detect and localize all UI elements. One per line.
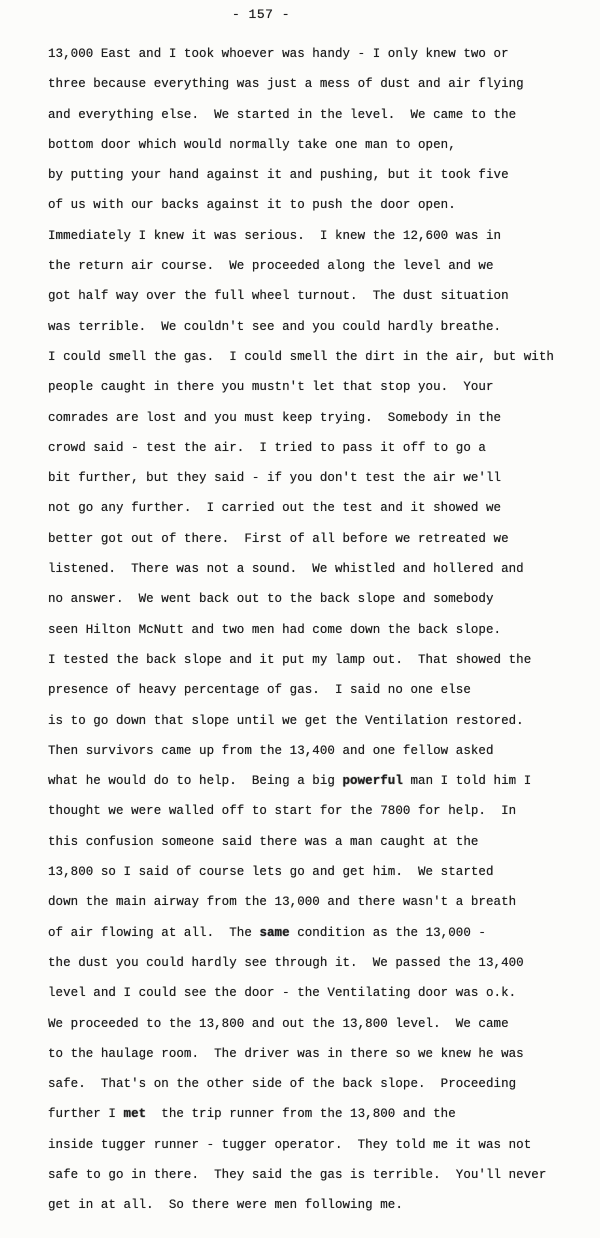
- text-line: this confusion someone said there was a man caught at the: [48, 834, 479, 849]
- text-line: inside tugger runner - tugger operator. They told me it was not: [48, 1137, 532, 1152]
- text-line: to the haulage room. The driver was in there so we knew he was: [48, 1046, 524, 1061]
- text-line: 13,000 East and I took whoever was handy - I only knew two or: [48, 47, 509, 61]
- text-line: by putting your hand against it and pushing, but it took five: [48, 168, 509, 183]
- text-line: level and I could see the door - the Ventilating door was o.k.: [48, 986, 517, 1001]
- text-line: not go any further. I carried out the test and it showed we: [48, 501, 502, 516]
- text-line: people caught in there you mustn't let that stop you. Your: [48, 380, 494, 395]
- text-line: bottom door which would normally take one man to open,: [48, 137, 456, 152]
- text-line: got half way over the full wheel turnout. The dust situation: [48, 289, 509, 304]
- page-number: - 157 -: [231, 7, 291, 22]
- text-line: crowd said - test the air. I tried to pass it off to go a: [48, 440, 486, 455]
- text-line: the dust you could hardly see through it. We passed the 13,400: [48, 955, 524, 970]
- text-line: We proceeded to the 13,800 and out the 13,800 level. We came: [48, 1016, 509, 1031]
- document-body: [48, 39, 584, 1221]
- text-line: three because everything was just a mess of dust and air flying: [48, 77, 524, 92]
- text-line: Immediately I knew it was serious. I knew the 12,600 was in: [48, 228, 502, 243]
- text-line: further I met the trip runner from the 13,800 and the: [48, 1107, 456, 1122]
- text-line: of us with our backs against it to push the door open.: [48, 198, 456, 213]
- text-line: I could smell the gas. I could smell the dirt in the air, but with: [48, 349, 554, 364]
- text-line: listened. There was not a sound. We whistled and hollered and: [48, 562, 524, 577]
- text-line: was terrible. We couldn't see and you could hardly breathe.: [48, 319, 502, 334]
- text-line: the return air course. We proceeded along the level and we: [48, 259, 494, 274]
- text-line: better got out of there. First of all before we retreated we: [48, 531, 509, 546]
- text-line: and everything else. We started in the level. We came to the: [48, 107, 517, 122]
- text-line: bit further, but they said - if you don't test the air we'll: [48, 471, 502, 486]
- text-line: safe. That's on the other side of the back slope. Proceeding: [48, 1077, 517, 1092]
- text-line: of air flowing at all. The same condition as the 13,000 -: [48, 925, 486, 940]
- text-line: 13,800 so I said of course lets go and get him. We started: [48, 865, 494, 880]
- text-line: thought we were walled off to start for the 7800 for help. In: [48, 804, 517, 819]
- text-line: seen Hilton McNutt and two men had come down the back slope.: [48, 622, 502, 637]
- text-line: comrades are lost and you must keep trying. Somebody in the: [48, 410, 502, 425]
- text-line: no answer. We went back out to the back slope and somebody: [48, 592, 494, 607]
- text-line: Then survivors came up from the 13,400 and one fellow asked: [48, 743, 494, 758]
- text-line: safe to go in there. They said the gas is terrible. You'll never: [48, 1167, 547, 1182]
- text-line: I tested the back slope and it put my lamp out. That showed the: [48, 652, 532, 667]
- text-line: is to go down that slope until we get the Ventilation restored.: [48, 713, 524, 728]
- text-line: presence of heavy percentage of gas. I said no one else: [48, 683, 471, 698]
- text-line: down the main airway from the 13,000 and there wasn't a breath: [48, 895, 517, 910]
- text-line: what he would do to help. Being a big powerful man I told him I: [48, 774, 532, 789]
- text-line: get in at all. So there were men following me.: [48, 1198, 403, 1213]
